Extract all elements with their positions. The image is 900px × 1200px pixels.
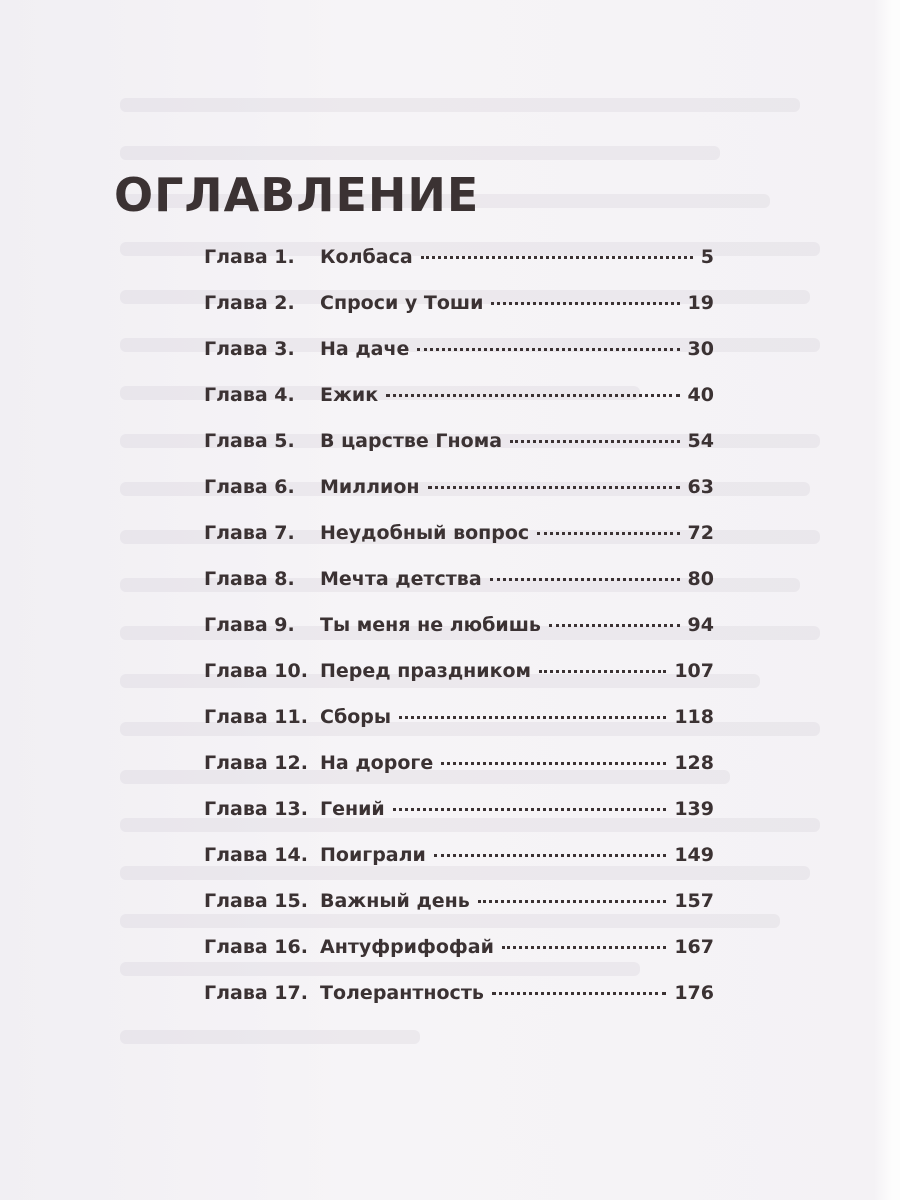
dot-leader [421, 256, 693, 259]
toc-entry[interactable] [204, 384, 714, 430]
chapter-page-number: 128 [674, 752, 714, 774]
dot-leader [537, 532, 679, 535]
chapter-page-number: 40 [687, 384, 714, 406]
chapter-page-number: 167 [674, 936, 714, 958]
chapter-number: Глава 13. [204, 798, 308, 820]
toc-entry[interactable] [204, 660, 714, 706]
dot-leader [428, 486, 680, 489]
dot-leader [510, 440, 680, 443]
chapter-page-number: 5 [700, 246, 714, 268]
dot-leader [490, 578, 680, 581]
chapter-title: Спроси у Тоши [320, 292, 484, 314]
chapter-number: Глава 7. [204, 522, 295, 544]
chapter-title: Колбаса [320, 246, 413, 268]
chapter-title: Антуфрифофай [320, 936, 494, 958]
page-edge [874, 0, 900, 1200]
toc-entry[interactable] [204, 706, 714, 752]
toc-entry[interactable] [204, 568, 714, 614]
chapter-page-number: 19 [687, 292, 714, 314]
chapter-number: Глава 6. [204, 476, 295, 498]
dot-leader [399, 716, 666, 719]
chapter-page-number: 63 [687, 476, 714, 498]
chapter-title: На дороге [320, 752, 434, 774]
dot-leader [549, 624, 680, 627]
chapter-title: Ежик [320, 384, 379, 406]
chapter-number: Глава 2. [204, 292, 295, 314]
dot-leader [539, 670, 666, 673]
chapter-title: Неудобный вопрос [320, 522, 530, 544]
chapter-number: Глава 4. [204, 384, 295, 406]
dot-leader [502, 946, 666, 949]
chapter-title: Ты меня не любишь [320, 614, 541, 636]
toc-entry[interactable] [204, 522, 714, 568]
toc-entry[interactable] [204, 890, 714, 936]
dot-leader [434, 854, 666, 857]
chapter-title: Перед праздником [320, 660, 532, 682]
chapter-number: Глава 3. [204, 338, 295, 360]
page-title: ОГЛАВЛЕНИЕ [114, 168, 480, 222]
toc-entry[interactable] [204, 292, 714, 338]
chapter-title: Гений [320, 798, 385, 820]
chapter-page-number: 94 [687, 614, 714, 636]
chapter-number: Глава 5. [204, 430, 295, 452]
toc-entry[interactable] [204, 798, 714, 844]
chapter-page-number: 107 [674, 660, 714, 682]
toc-entry[interactable] [204, 430, 714, 476]
chapter-title: Поиграли [320, 844, 426, 866]
toc-entry[interactable] [204, 844, 714, 890]
dot-leader [492, 992, 666, 995]
toc-entry[interactable] [204, 982, 714, 1028]
toc-entry[interactable] [204, 614, 714, 660]
dot-leader [478, 900, 667, 903]
chapter-page-number: 139 [674, 798, 714, 820]
chapter-title: Мечта детства [320, 568, 482, 590]
chapter-title: Важный день [320, 890, 470, 912]
dot-leader [441, 762, 666, 765]
chapter-number: Глава 14. [204, 844, 308, 866]
chapter-number: Глава 12. [204, 752, 308, 774]
chapter-title: Толерантность [320, 982, 484, 1004]
chapter-title: Миллион [320, 476, 420, 498]
toc-entry[interactable] [204, 476, 714, 522]
chapter-title: В царстве Гнома [320, 430, 503, 452]
toc-entry[interactable] [204, 338, 714, 384]
chapter-number: Глава 16. [204, 936, 308, 958]
toc-entry[interactable] [204, 752, 714, 798]
dot-leader [417, 348, 679, 351]
chapter-page-number: 30 [687, 338, 714, 360]
chapter-number: Глава 9. [204, 614, 295, 636]
dot-leader [386, 394, 679, 397]
chapter-page-number: 118 [674, 706, 714, 728]
chapter-page-number: 157 [674, 890, 714, 912]
table-of-contents [204, 246, 714, 1028]
chapter-number: Глава 8. [204, 568, 295, 590]
toc-entry[interactable] [204, 936, 714, 982]
chapter-number: Глава 11. [204, 706, 308, 728]
toc-entry[interactable] [204, 246, 714, 292]
chapter-number: Глава 15. [204, 890, 308, 912]
chapter-page-number: 54 [687, 430, 714, 452]
dot-leader [491, 302, 679, 305]
chapter-page-number: 80 [687, 568, 714, 590]
chapter-number: Глава 1. [204, 246, 295, 268]
chapter-number: Глава 10. [204, 660, 308, 682]
chapter-page-number: 149 [674, 844, 714, 866]
chapter-title: Сборы [320, 706, 392, 728]
dot-leader [393, 808, 667, 811]
chapter-number: Глава 17. [204, 982, 308, 1004]
chapter-page-number: 72 [687, 522, 714, 544]
chapter-page-number: 176 [674, 982, 714, 1004]
chapter-title: На даче [320, 338, 410, 360]
